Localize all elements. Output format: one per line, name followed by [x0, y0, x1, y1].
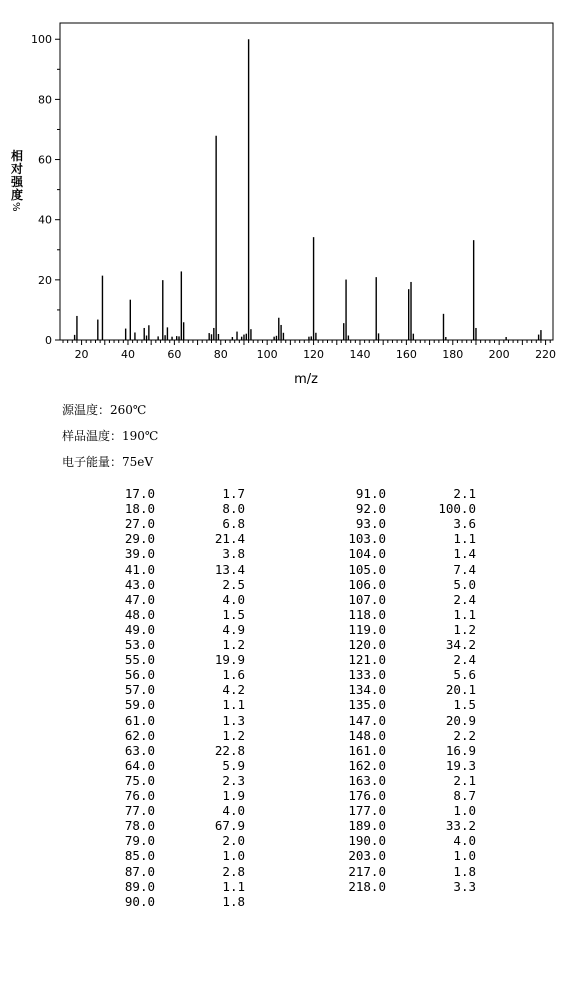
peak-intensity: 22.8 [214, 742, 245, 758]
y-axis-label-char: 相 [10, 149, 23, 163]
x-tick-label: 180 [442, 348, 464, 361]
peak-intensity: 8.7 [453, 788, 476, 803]
peak-mz: 176.0 [348, 788, 386, 803]
peak-intensity: 4.2 [222, 682, 245, 698]
peak-mz: 57.0 [124, 682, 155, 698]
peak-mz: 133.0 [348, 667, 386, 683]
y-tick-label: 80 [38, 93, 52, 107]
peak-mz: 203.0 [348, 848, 386, 864]
peak-mz: 55.0 [124, 652, 155, 668]
peak-intensity: 2.4 [453, 652, 476, 668]
y-tick-label: 40 [38, 213, 52, 227]
y-tick-label: 0 [45, 334, 52, 347]
x-tick-label: 80 [213, 348, 228, 361]
x-tick-label: 120 [303, 348, 325, 361]
peak-mz: 106.0 [348, 576, 386, 592]
peak-intensity: 1.1 [222, 697, 245, 713]
peak-intensity: 1.1 [453, 606, 476, 622]
x-tick-label: 20 [74, 348, 89, 361]
condition-label: 电子能量： [62, 455, 123, 469]
peak-intensity: 1.2 [222, 637, 245, 652]
peak-intensity: 1.4 [453, 546, 476, 562]
peak-intensity: 1.8 [222, 893, 245, 909]
peak-mz: 89.0 [124, 878, 155, 894]
peak-mz: 107.0 [348, 591, 386, 607]
peak-intensity: 100.0 [438, 501, 476, 517]
peak-mz: 90.0 [124, 893, 155, 909]
peak-mz: 148.0 [348, 727, 386, 743]
peak-intensity: 5.9 [222, 757, 245, 773]
peak-intensity: 67.9 [214, 818, 245, 834]
peak-mz: 17.0 [124, 486, 155, 501]
peak-mz: 119.0 [348, 621, 386, 637]
y-axis-label-char: 对 [10, 162, 23, 176]
peak-intensity: 2.4 [453, 591, 476, 607]
peak-intensity: 1.0 [453, 848, 476, 864]
peak-intensity: 2.1 [453, 486, 476, 501]
peak-intensity: 1.9 [222, 788, 245, 803]
peak-mz: 93.0 [355, 516, 386, 532]
peak-mz: 79.0 [124, 833, 155, 849]
peak-intensity: 7.4 [453, 561, 476, 577]
peak-intensity: 3.3 [453, 878, 476, 894]
peak-intensity: 3.8 [222, 546, 245, 562]
peak-mz: 104.0 [348, 546, 386, 562]
peak-intensity: 20.9 [445, 712, 476, 728]
peak-intensity: 6.8 [222, 516, 245, 532]
peak-intensity: 2.2 [453, 727, 476, 743]
peak-mz: 92.0 [355, 501, 386, 517]
peak-mz: 48.0 [124, 606, 155, 622]
peak-intensity: 2.3 [222, 772, 245, 788]
peak-intensity: 1.8 [453, 863, 476, 879]
peak-mz: 190.0 [348, 833, 386, 849]
peak-mz: 53.0 [124, 637, 155, 652]
peak-mz: 29.0 [124, 531, 155, 547]
peak-mz: 91.0 [355, 486, 386, 501]
x-tick-label: 60 [167, 348, 182, 361]
peak-mz: 56.0 [124, 667, 155, 683]
peak-intensity: 2.1 [453, 772, 476, 788]
peak-mz: 217.0 [348, 863, 386, 879]
spectrum-peaks [75, 39, 541, 340]
peak-mz: 85.0 [124, 848, 155, 864]
peak-intensity: 5.0 [453, 576, 476, 592]
peak-mz: 27.0 [124, 516, 155, 532]
peak-intensity: 1.2 [453, 621, 476, 637]
peak-mz: 162.0 [348, 757, 386, 773]
peak-mz: 177.0 [348, 803, 386, 819]
peak-mz: 78.0 [124, 818, 155, 834]
peak-intensity: 1.0 [453, 803, 476, 819]
peak-mz: 105.0 [348, 561, 386, 577]
peak-mz: 39.0 [124, 546, 155, 562]
peak-mz: 63.0 [124, 742, 155, 758]
x-tick-label: 140 [349, 348, 371, 361]
condition-label: 源温度： [62, 403, 111, 417]
peak-intensity: 5.6 [453, 667, 476, 683]
x-tick-label: 40 [120, 348, 135, 361]
y-axis-label-text [9, 150, 25, 202]
peak-mz: 18.0 [124, 501, 155, 517]
peak-mz: 76.0 [124, 788, 155, 803]
peak-intensity: 13.4 [214, 561, 245, 577]
condition-label: 样品温度： [62, 429, 123, 443]
y-axis-label [9, 150, 25, 212]
peak-intensity: 4.0 [453, 833, 476, 849]
peak-mz: 118.0 [348, 606, 386, 622]
peak-intensity: 1.1 [222, 878, 245, 894]
peak-mz: 47.0 [124, 591, 155, 607]
peak-intensity: 1.3 [222, 712, 245, 728]
y-tick-label: 60 [38, 153, 52, 167]
peak-mz: 62.0 [124, 727, 155, 743]
x-tick-label: 220 [535, 348, 557, 361]
peak-intensity: 1.6 [222, 667, 245, 683]
peak-intensity: 2.5 [222, 576, 245, 592]
peak-intensity: 34.2 [445, 637, 476, 652]
peak-intensity: 1.0 [222, 848, 245, 864]
peak-intensity: 20.1 [445, 682, 476, 698]
peak-intensity: 4.0 [222, 591, 245, 607]
x-tick-label: 160 [395, 348, 417, 361]
peak-intensity: 2.0 [222, 833, 245, 849]
peak-mz: 189.0 [348, 818, 386, 834]
peak-mz: 163.0 [348, 772, 386, 788]
peak-mz: 43.0 [124, 576, 155, 592]
peak-intensity: 19.9 [214, 652, 245, 668]
peak-mz: 161.0 [348, 742, 386, 758]
x-tick-label: 100 [256, 348, 278, 361]
peak-intensity: 4.0 [222, 803, 245, 819]
peak-mz: 103.0 [348, 531, 386, 547]
x-tick-label: 200 [488, 348, 510, 361]
condition-sample-temp [62, 427, 158, 444]
peak-intensity: 1.1 [453, 531, 476, 547]
peak-mz: 61.0 [124, 712, 155, 728]
y-axis-label-char: 度 [10, 188, 23, 202]
condition-value: 260℃ [110, 403, 147, 417]
y-axis-unit: % [10, 202, 21, 212]
peak-mz: 218.0 [348, 878, 386, 894]
peak-intensity: 33.2 [445, 818, 476, 834]
peak-intensity: 1.5 [453, 697, 476, 713]
peak-mz: 135.0 [348, 697, 386, 713]
condition-value: 75eV [122, 455, 154, 469]
peak-intensity: 1.7 [222, 486, 245, 501]
peak-mz: 41.0 [124, 561, 155, 577]
peak-intensity: 1.5 [222, 606, 245, 622]
condition-electron-energy [62, 453, 153, 470]
x-axis-label: m/z [294, 372, 318, 387]
y-tick-label: 20 [38, 273, 52, 287]
peak-mz: 75.0 [124, 772, 155, 788]
peak-mz: 87.0 [124, 863, 155, 879]
peak-intensity: 4.9 [222, 621, 245, 637]
peak-intensity: 2.8 [222, 863, 245, 879]
condition-value: 190℃ [122, 429, 159, 443]
peak-mz: 120.0 [348, 637, 386, 652]
peak-mz: 49.0 [124, 621, 155, 637]
peak-mz: 64.0 [124, 757, 155, 773]
condition-source-temp [62, 401, 146, 418]
peak-intensity: 21.4 [214, 531, 245, 547]
y-axis-label-char: 强 [10, 175, 23, 189]
peak-mz: 147.0 [348, 712, 386, 728]
peak-mz: 134.0 [348, 682, 386, 698]
axis-ticks [31, 33, 556, 361]
peak-intensity: 1.2 [222, 727, 245, 743]
peak-mz: 121.0 [348, 652, 386, 668]
mass-spectrum-chart [0, 0, 570, 395]
peak-mz: 59.0 [124, 697, 155, 713]
peak-intensity: 8.0 [222, 501, 245, 517]
peak-intensity: 19.3 [445, 757, 476, 773]
y-tick-label: 100 [31, 33, 52, 47]
peak-intensity: 16.9 [445, 742, 476, 758]
peak-intensity: 3.6 [453, 516, 476, 532]
plot-frame [60, 23, 553, 340]
peak-mz: 77.0 [124, 803, 155, 819]
